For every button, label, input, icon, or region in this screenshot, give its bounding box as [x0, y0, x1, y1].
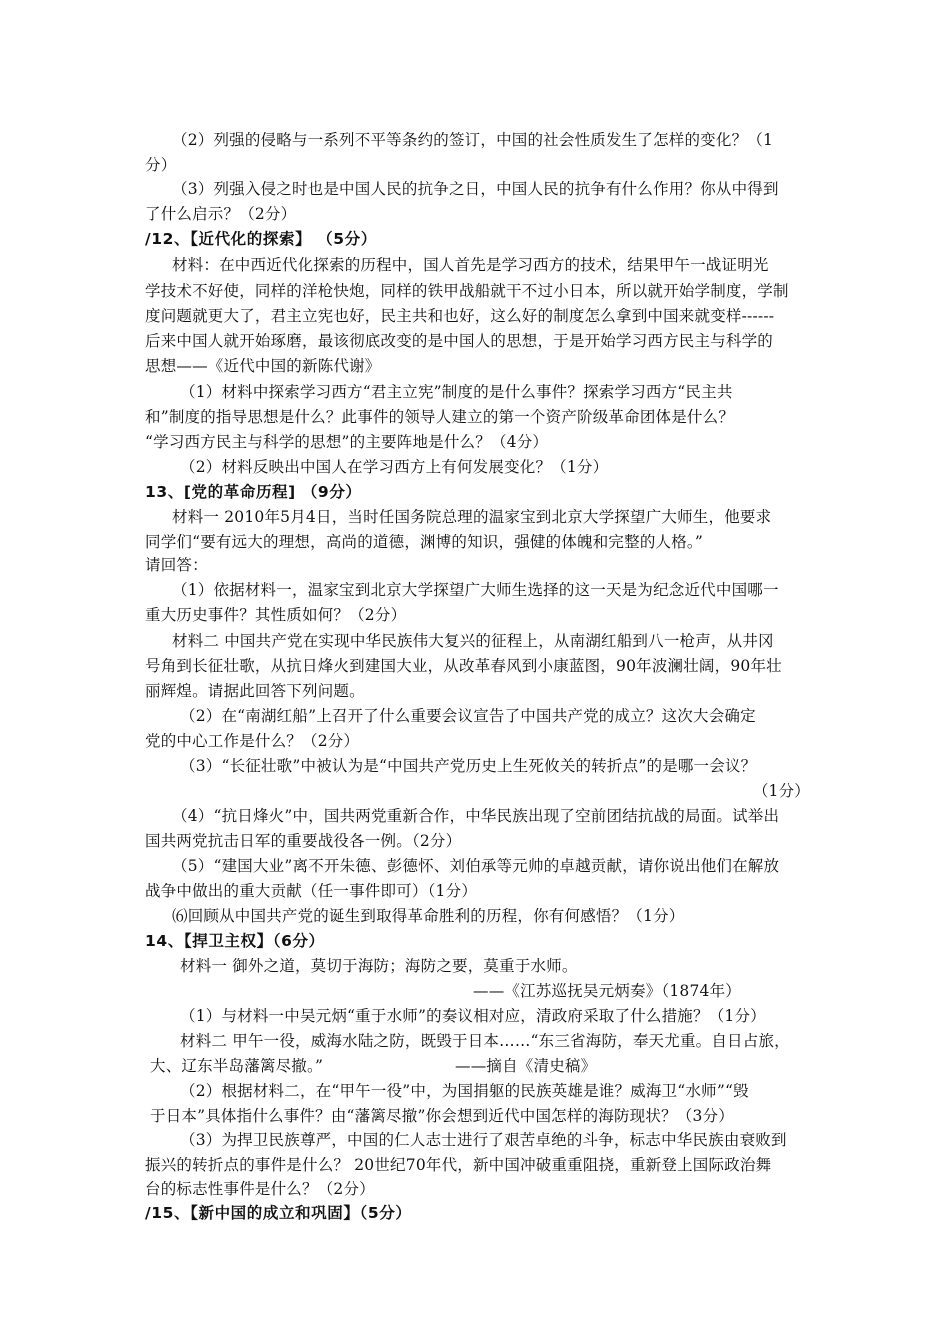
q13-sub1-line: 重大历史事件？其性质如何？（2分）: [145, 606, 407, 624]
q13-sub6: ⑹回顾从中国共产党的诞生到取得革命胜利的历程，你有何感悟？（1分）: [172, 907, 685, 925]
q11-sub2-line1: （2）列强的侵略与一系列不平等条约的签订，中国的社会性质发生了怎样的变化？（1: [172, 131, 774, 149]
q11-sub2-line2: 分）: [145, 156, 177, 174]
q15-heading: /15、【新中国的成立和巩固】（5分）: [145, 1204, 412, 1222]
q12-sub2: （2）材料反映出中国人在学习西方上有何发展变化？（1分）: [180, 458, 609, 476]
q13-material1-line: 材料一 2010年5月4日，当时任国务院总理的温家宝到北京大学探望广大师生，他要求: [172, 508, 772, 526]
q14-material2-line: 材料二 甲午一役，威海水陆之防，既毁于日本……“东三省海防，奉天尤重。自日占旅，: [180, 1032, 790, 1050]
q14-sub3-line: 振兴的转折点的事件是什么？ 20世纪70年代，新中国冲破重重阻挠，重新登上国际政治舞: [145, 1156, 772, 1174]
q13-material1-line: 同学们“要有远大的理想，高尚的道德，渊博的知识，强健的体魄和完整的人格。”: [145, 533, 704, 551]
q14-material2-source: ——摘自《清史稿》: [455, 1057, 597, 1075]
q12-material-line: 后来中国人就开始琢磨，最该彻底改变的是中国人的思想，于是开始学习西方民主与科学的: [145, 332, 774, 350]
q11-sub3-line1: （3）列强入侵之时也是中国人民的抗争之日，中国人民的抗争有什么作用？你从中得到: [172, 180, 779, 198]
q12-material-line: 学技术不好使，同样的洋枪快炮，同样的铁甲战船就干不过小日本，所以就开始学制度，学制: [145, 282, 789, 300]
q13-material2-line: 丽辉煌。请据此回答下列问题。: [145, 682, 365, 700]
q13-heading: 13、[党的革命历程] （9分）: [145, 483, 362, 501]
q14-material2-line: 大、辽东半岛藩篱尽撤。”: [150, 1057, 324, 1075]
q12-material-line: 材料：在中西近代化探索的历程中，国人首先是学习西方的技术，结果甲午一战证明光: [172, 256, 769, 274]
q12-heading: /12、【近代化的探索】 （5分）: [145, 230, 377, 248]
q14-sub1: （1）与材料一中吴元炳“重于水师”的奏议相对应，清政府采取了什么措施？（1分）: [180, 1007, 766, 1025]
q13-sub2-line: （2）在“南湖红船”上召开了什么重要会议宣告了中国共产党的成立？这次大会确定: [180, 707, 756, 725]
q13-material2-line: 号角到长征壮歌，从抗日烽火到建国大业，从改革春风到小康蓝图，90年波澜壮阔，90年壮: [145, 657, 782, 675]
q14-sub2-line: 于日本”具体指什么事件？由“藩篱尽撤”你会想到近代中国怎样的海防现状？（3分）: [150, 1107, 734, 1125]
q14-source1: ——《江苏巡抚吴元炳奏》（1874年）: [473, 982, 741, 1000]
q14-material1: 材料一 御外之道，莫切于海防；海防之要，莫重于水师。: [180, 957, 578, 975]
q13-sub5-line: 战争中做出的重大贡献（任一事件即可）（1分）: [145, 882, 478, 900]
q14-sub3-line: 台的标志性事件是什么？（2分）: [145, 1180, 375, 1198]
q13-sub4-line: （4）“抗日烽火”中，国共两党重新合作，中华民族出现了空前团结抗战的局面。试举出: [172, 807, 780, 825]
q13-material1-line: 请回答：: [145, 556, 208, 574]
q13-sub5-line: （5）“建国大业”离不开朱德、彭德怀、刘伯承等元帅的卓越贡献，请你说出他们在解放: [172, 857, 780, 875]
q13-sub3-line: （3）“长征壮歌”中被认为是“中国共产党历史上生死攸关的转折点”的是哪一会议？: [180, 757, 757, 775]
q13-sub2-line: 党的中心工作是什么？（2分）: [145, 732, 360, 750]
q14-sub3-line: （3）为捍卫民族尊严，中国的仁人志士进行了艰苦卓绝的斗争，标志中华民族由衰败到: [180, 1131, 787, 1149]
q14-heading: 14、【捍卫主权】（6分）: [145, 932, 325, 950]
q14-sub2-line: （2）根据材料二，在“甲午一役”中，为国捐躯的民族英雄是谁？威海卫“水师”“毁: [180, 1082, 749, 1100]
q12-sub1-line: “学习西方民主与科学的思想”的主要阵地是什么？（4分）: [145, 433, 549, 451]
q13-sub3-score: （1分）: [752, 782, 810, 800]
q12-sub1-line: （1）材料中探索学习西方“君主立宪”制度的是什么事件？探索学习西方“民主共: [180, 383, 733, 401]
q13-sub4-line: 国共两党抗击日军的重要战役各一例。（2分）: [145, 832, 462, 850]
q11-sub3-line2: 了什么启示？（2分）: [145, 205, 297, 223]
q12-material-line: 度问题就更大了，君主立宪也好，民主共和也好，这么好的制度怎么拿到中国来就变样------: [145, 307, 775, 325]
q12-material-line: 思想——《近代中国的新陈代谢》: [145, 357, 381, 375]
q12-sub1-line: 和”制度的指导思想是什么？此事件的领导人建立的第一个资产阶级革命团体是什么？: [145, 408, 735, 426]
q13-sub1-line: （1）依据材料一，温家宝到北京大学探望广大师生选择的这一天是为纪念近代中国哪一: [172, 581, 779, 599]
q13-material2-line: 材料二 中国共产党在实现中华民族伟大复兴的征程上，从南湖红船到八一枪声，从井冈: [172, 632, 774, 650]
